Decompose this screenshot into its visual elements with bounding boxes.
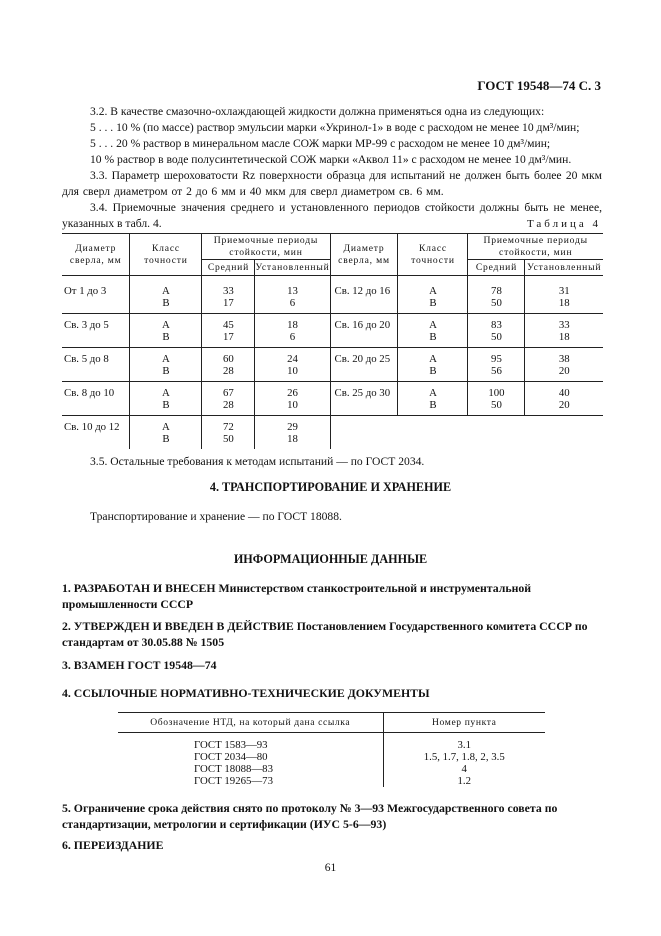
ref-item: 3.1 — [457, 739, 471, 751]
table-cell: 24 10 — [255, 348, 330, 382]
ref-doc-list — [118, 733, 383, 788]
ref-item-list — [383, 733, 545, 788]
table-cell: 45 17 — [202, 314, 255, 348]
table-row — [62, 416, 603, 450]
ref-doc: ГОСТ 18088—83 — [194, 763, 273, 775]
table-empty-cell — [330, 416, 603, 450]
table-cell: А В — [398, 348, 468, 382]
ref-col-doc: Обозначение НТД, на который дана ссылка — [118, 713, 383, 733]
table-cell: 33 18 — [558, 319, 570, 343]
info-3: 3. ВЗАМЕН ГОСТ 19548—74 — [62, 658, 217, 672]
table-cell: 38 20 — [558, 353, 570, 377]
para-3-4: 3.4. Приемочные значения среднего и установленного периодов стойкости должны быть не менее, указанных в табл. 4. — [62, 201, 602, 230]
info-4: 4. ССЫЛОЧНЫЕ НОРМАТИВНО-ТЕХНИЧЕСКИЕ ДОКУМЕНТЫ — [62, 686, 430, 700]
table-cell: А В — [398, 314, 468, 348]
table-cell: 13 6 — [255, 276, 330, 314]
col-average: Средний — [202, 260, 255, 276]
col-average-right: Средний — [468, 260, 525, 276]
table-cell: А В — [130, 276, 202, 314]
para-3-2-item1: 5 . . . 10 % (по массе) раствор эмульсии марки «Укринол-1» в воде с расходом не менее 10 дм³/мин; — [90, 121, 580, 134]
col-diameter-right: Диаметр сверла, мм — [330, 234, 398, 276]
col-set-right: Установленный — [527, 261, 602, 273]
info-title: ИНФОРМАЦИОННЫЕ ДАННЫЕ — [233, 552, 428, 566]
reference-table — [118, 712, 545, 787]
ref-doc: ГОСТ 1583—93 — [194, 739, 268, 751]
table-cell: 95 56 — [468, 348, 525, 382]
table-cell: 26 10 — [255, 382, 330, 416]
para-3-2-item3: 10 % раствор в воде полусинтетической СОЖ марки «Аквол 11» с расходом не менее 10 дм³/мин. — [90, 153, 572, 166]
col-periods-right: Приемочные периоды стойкости, мин — [468, 234, 603, 260]
table-cell: Св. 12 до 16 — [330, 276, 398, 314]
table-cell: 40 20 — [558, 387, 570, 411]
table-cell: 72 50 — [202, 416, 255, 450]
info-5: 5. Ограничение срока действия снято по протоколу № 3—93 Межгосударственного совета по стандартизации, метрологии и сертификации (ИУС 5-6—93) — [62, 801, 558, 831]
info-1: 1. РАЗРАБОТАН И ВНЕСЕН Министерством станкостроительной и инструментальной промышленности СССР — [62, 581, 532, 611]
table-cell: 29 18 — [255, 416, 330, 450]
col-set: Установленный — [255, 260, 330, 276]
ref-item: 4 — [461, 763, 467, 775]
table-cell: А В — [130, 382, 202, 416]
para-3-5: 3.5. Остальные требования к методам испытаний — по ГОСТ 2034. — [90, 455, 425, 468]
table-row — [62, 348, 603, 382]
col-periods: Приемочные периоды стойкости, мин — [202, 234, 330, 260]
ref-item: 1.2 — [457, 775, 471, 787]
table-cell: 60 28 — [202, 348, 255, 382]
col-diameter: Диаметр сверла, мм — [62, 234, 130, 276]
table-cell: А В — [130, 314, 202, 348]
table-cell: Св. 20 до 25 — [330, 348, 398, 382]
col-class-right: Класс точности — [398, 234, 468, 276]
table-cell: А В — [130, 416, 202, 450]
para-3-2: 3.2. В качестве смазочно-охлаждающей жидкости должна применяться одна из следующих: — [90, 105, 545, 118]
table-cell: 67 28 — [202, 382, 255, 416]
col-class: Класс точности — [130, 234, 202, 276]
table-cell: Св. 10 до 12 — [62, 416, 130, 450]
ref-doc: ГОСТ 2034—80 — [194, 751, 268, 763]
table-cell: 83 50 — [468, 314, 525, 348]
table-cell: Св. 8 до 10 — [62, 382, 130, 416]
table-cell: А В — [130, 348, 202, 382]
table-4 — [62, 233, 603, 449]
table-cell: Св. 5 до 8 — [62, 348, 130, 382]
table-cell: 100 50 — [468, 382, 525, 416]
section-4-title: 4. ТРАНСПОРТИРОВАНИЕ И ХРАНЕНИЕ — [209, 480, 452, 494]
ref-col-item: Номер пункта — [432, 716, 497, 728]
table-cell: 18 6 — [255, 314, 330, 348]
info-2: 2. УТВЕРЖДЕН И ВВЕДЕН В ДЕЙСТВИЕ Постановлением Государственного комитета СССР по стандартам от 30.05.88 № 1505 — [62, 619, 588, 649]
table-row — [62, 314, 603, 348]
section-4-text: Транспортирование и хранение — по ГОСТ 18088. — [90, 510, 342, 523]
table-cell: Св. 3 до 5 — [62, 314, 130, 348]
table-cell: 33 17 — [202, 276, 255, 314]
table-caption: Таблица 4 — [526, 218, 601, 230]
table-row — [62, 382, 603, 416]
table-cell: Св. 25 до 30 — [330, 382, 398, 416]
page-header: ГОСТ 19548—74 С. 3 — [477, 78, 601, 93]
table-cell: От 1 до 3 — [62, 276, 130, 314]
table-cell: Св. 16 до 20 — [330, 314, 398, 348]
ref-item: 1.5, 1.7, 1.8, 2, 3.5 — [423, 751, 505, 763]
table-row — [62, 276, 603, 314]
table-cell: А В — [398, 276, 468, 314]
table-cell: 78 50 — [468, 276, 525, 314]
table-cell: А В — [398, 382, 468, 416]
table-cell: 31 18 — [558, 285, 570, 309]
para-3-3: 3.3. Параметр шероховатости Rz поверхности образца для испытаний не должен быть более 20 мкм для сверл диаметром от 2 до 6 мм и 40 мкм для сверл диаметром св. 6 мм. — [62, 169, 602, 198]
info-6: 6. ПЕРЕИЗДАНИЕ — [62, 838, 164, 852]
ref-doc: ГОСТ 19265—73 — [194, 775, 273, 787]
page-number: 61 — [324, 862, 337, 874]
ref-row — [118, 733, 545, 788]
para-3-2-item2: 5 . . . 20 % раствор в минеральном масле СОЖ марки МР-99 с расходом не менее 10 дм³/мин; — [90, 137, 551, 150]
